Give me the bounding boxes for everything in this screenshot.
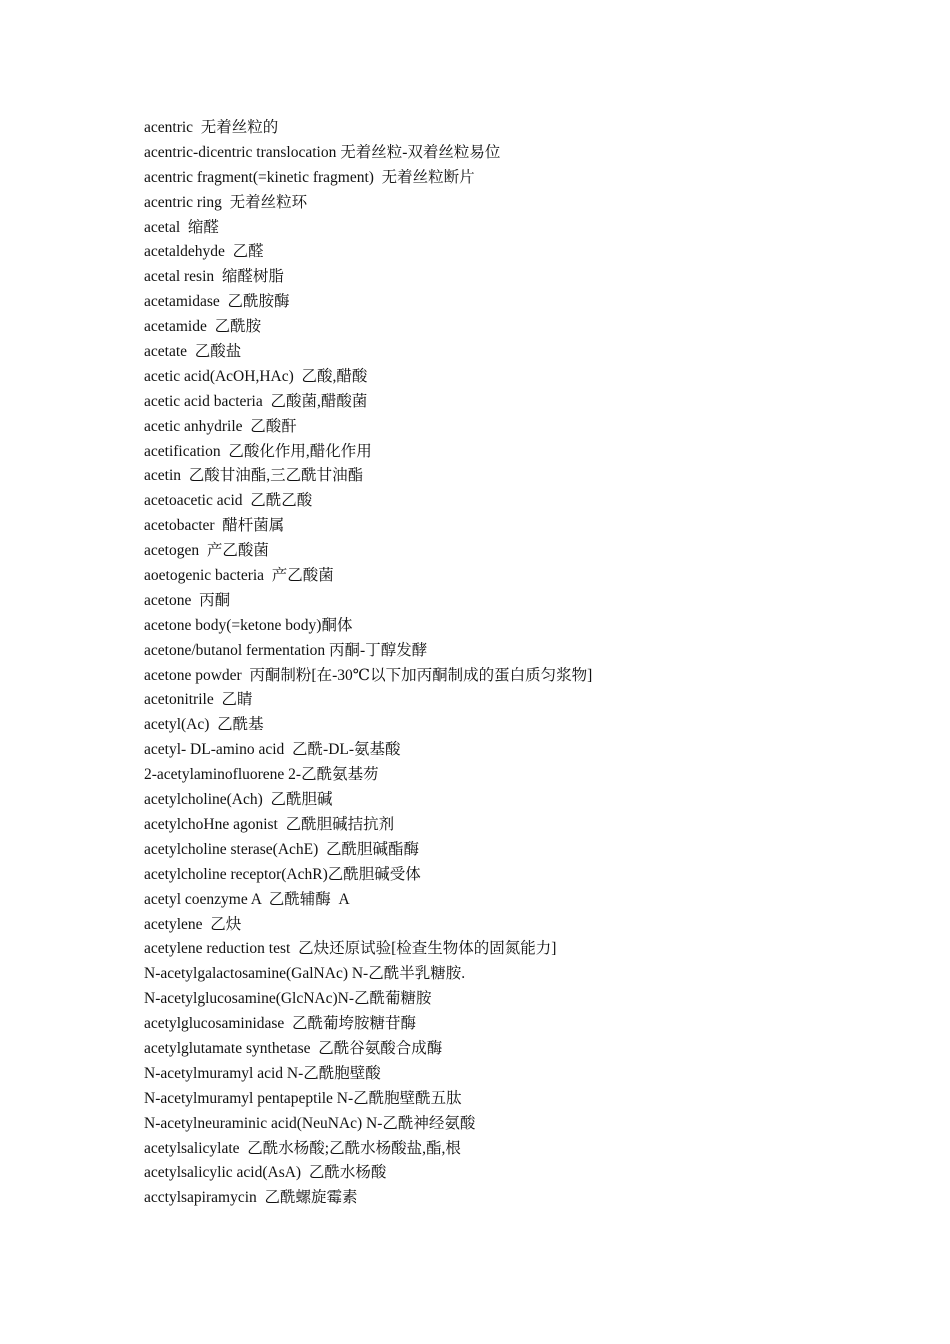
glossary-entry: acetification 乙酸化作用,醋化作用 [144, 442, 372, 460]
glossary-entry: acetone 丙酮 [144, 591, 231, 609]
glossary-entry: acetogen 产乙酸菌 [144, 542, 269, 560]
glossary-entry: acetylene 乙炔 [144, 915, 242, 933]
glossary-entry: acetonitrile 乙睛 [144, 691, 253, 709]
glossary-entry: N-acetylneuraminic acid(NeuNAc) N-乙酰神经氨酸 [144, 1114, 476, 1132]
glossary-entry-list [144, 116, 592, 1211]
glossary-entry: acetyl- DL-amino acid 乙酰-DL-氨基酸 [144, 741, 401, 759]
glossary-entry: acetal 缩醛 [144, 218, 219, 236]
glossary-entry: acctylsapiramycin 乙酰螺旋霉素 [144, 1189, 358, 1207]
glossary-entry: aoetogenic bacteria 产乙酸菌 [144, 567, 334, 585]
glossary-entry: acetaldehyde 乙醛 [144, 243, 264, 261]
glossary-entry: acetate 乙酸盐 [144, 343, 242, 361]
glossary-entry: acetylsalicylic acid(AsA) 乙酰水杨酸 [144, 1164, 387, 1182]
glossary-entry: acetic acid bacteria 乙酸菌,醋酸菌 [144, 392, 368, 410]
glossary-entry: N-acetylgalactosamine(GalNAc) N-乙酰半乳糖胺. [144, 965, 466, 983]
glossary-entry: acentric ring 无着丝粒环 [144, 193, 308, 211]
glossary-entry: 2-acetylaminofluorene 2-乙酰氨基芴 [144, 766, 379, 784]
glossary-entry: acetylglutamate synthetase 乙酰谷氨酸合成酶 [144, 1039, 443, 1057]
glossary-entry: acetylsalicylate 乙酰水杨酸;乙酰水杨酸盐,酯,根 [144, 1139, 461, 1157]
glossary-entry: N-acetylmuramyl acid N-乙酰胞壁酸 [144, 1064, 381, 1082]
glossary-entry: acetin 乙酸甘油酯,三乙酰甘油酯 [144, 467, 364, 485]
glossary-entry: acetylchoHne agonist 乙酰胆碱拮抗剂 [144, 815, 395, 833]
glossary-entry: acetamidase 乙酰胺酶 [144, 293, 290, 311]
glossary-entry: acetylglucosaminidase 乙酰葡垮胺糖苷酶 [144, 1015, 417, 1033]
glossary-entry: N-acetylmuramyl pentapeptile N-乙酰胞壁酰五肽 [144, 1089, 462, 1107]
glossary-entry: acetone/butanol fermentation 丙酮-丁醇发酵 [144, 641, 428, 659]
glossary-entry: acetyl(Ac) 乙酰基 [144, 716, 264, 734]
glossary-entry: acetylcholine(Ach) 乙酰胆碱 [144, 791, 333, 809]
glossary-entry: acetamide 乙酰胺 [144, 318, 262, 336]
glossary-entry: acetic acid(AcOH,HAc) 乙酸,醋酸 [144, 367, 368, 385]
glossary-entry: acentric fragment(=kinetic fragment) 无着丝粒断片 [144, 168, 475, 186]
glossary-entry: acetone powder 丙酮制粉[在-30℃以下加丙酮制成的蛋白质匀浆物] [144, 666, 593, 684]
glossary-entry: acetone body(=ketone body)酮体 [144, 616, 353, 634]
glossary-entry: acetylcholine receptor(AchR)乙酰胆碱受体 [144, 865, 421, 883]
glossary-entry: acetylcholine sterase(AchE) 乙酰胆碱酯酶 [144, 840, 420, 858]
glossary-entry: acentric-dicentric translocation 无着丝粒-双着丝粒易位 [144, 143, 501, 161]
glossary-entry: acetal resin 缩醛树脂 [144, 268, 284, 286]
glossary-entry: acetylene reduction test 乙炔还原试验[检查生物体的固氮能力] [144, 940, 557, 958]
glossary-entry: N-acetylglucosamine(GlcNAc)N-乙酰葡糖胺 [144, 990, 432, 1008]
glossary-entry: acentric 无着丝粒的 [144, 119, 279, 136]
glossary-entry: acetic anhydrile 乙酸酐 [144, 417, 297, 435]
glossary-entry: acetobacter 醋杆菌属 [144, 517, 285, 535]
glossary-entry: acetoacetic acid 乙酰乙酸 [144, 492, 313, 510]
glossary-entry: acetyl coenzyme A 乙酰辅酶 A [144, 890, 350, 908]
